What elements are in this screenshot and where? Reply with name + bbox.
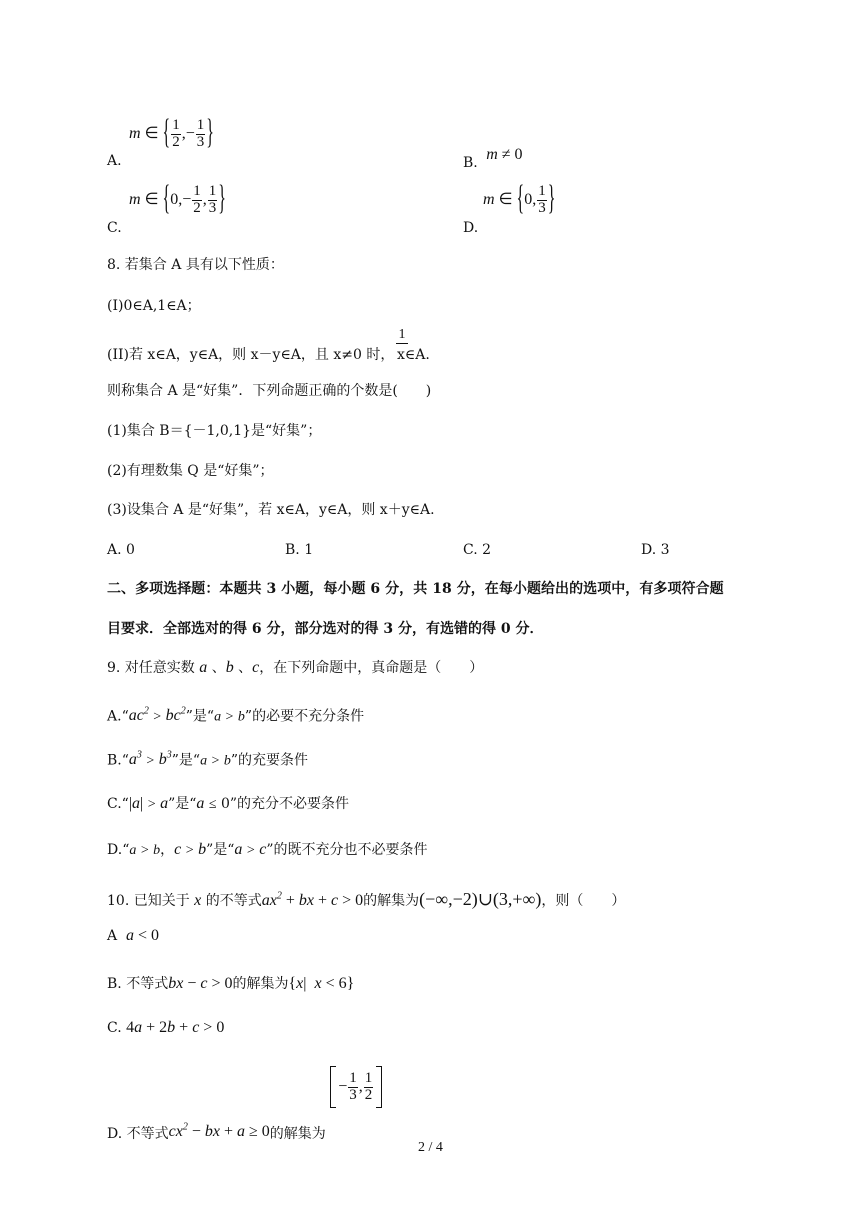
- section-2-heading-line1: 二、多项选择题：本题共 3 小题，每小题 6 分，共 18 分，在每小题给出的选项中，有多项符合题: [107, 581, 724, 597]
- q8-question: 则称集合 A 是“好集”．下列命题正确的个数是( ): [107, 383, 432, 399]
- q9-option-c: C.“|a| > a”是“a ≤ 0”的充分不必要条件: [107, 795, 350, 812]
- option-7b-math: m ≠ 0: [486, 146, 523, 163]
- q8-property-2-end: x∈A.: [397, 347, 430, 363]
- q10-stem: 10. 已知关于 x 的不等式$ax^2$ + bx + c > 0的解集为(−∞,−2)∪(3,+∞)，则（ ）: [107, 889, 626, 909]
- q8-fraction: 1: [396, 328, 408, 344]
- q8-option-b: B. 1: [285, 542, 314, 558]
- q8-stem: 8. 若集合 A 具有以下性质：: [107, 257, 284, 273]
- option-7d-math: m ∈ { 0, $\frac{1}{3}$ }: [483, 180, 556, 218]
- section-2-heading-line2: 目要求．全部选对的得 6 分，部分选对的得 3 分，有选错的得 0 分．: [107, 621, 544, 637]
- q10-option-d: D. 不等式$cx^2$ − bx + a ≥ 0的解集为 − $\frac{1}{3}$ , $\frac{1}{2}$: [107, 1066, 382, 1112]
- q8-property-2: (II)若 x∈A，y∈A，则 x－y∈A，且 x≠0 时，: [107, 347, 395, 363]
- q9-stem: 9. 对任意实数 a 、b 、c，在下列命题中，真命题是（ ）: [107, 659, 484, 676]
- q9-option-b: $B.“a^3 > b^3$”是“a > b”的充要条件: [107, 750, 309, 769]
- option-7c-math: m ∈ { 0,− $\frac{1}{2}$ , $\frac{1}{3}$ }: [129, 180, 226, 218]
- q8-statement-1: (1)集合 B＝{－1,0,1}是“好集”；: [107, 423, 322, 439]
- q10-option-a: A a < 0: [107, 927, 160, 944]
- q8-option-d: D. 3: [641, 542, 670, 558]
- q8-property-1: (I)0∈A,1∈A；: [107, 298, 201, 314]
- q10-option-b: B. 不等式bx − c > 0的解集为{x| x < 6}: [107, 975, 355, 992]
- q10-option-c: C. 4a + 2b + c > 0: [107, 1019, 225, 1036]
- q9-option-d: D.“a > b，c > b”是“a > c”的既不充分也不必要条件: [107, 841, 428, 858]
- q8-option-c: C. 2: [463, 542, 492, 558]
- option-7a-math: m ∈ { $\frac{1}{2}$ ,− $\frac{1}{3}$ }: [129, 114, 214, 152]
- q8-option-a: A. 0: [107, 542, 135, 558]
- q8-statement-2: (2)有理数集 Q 是“好集”；: [107, 463, 274, 479]
- page-number: 2 / 4: [418, 1140, 443, 1155]
- q10-option-d-interval: − $\frac{1}{3}$ , $\frac{1}{2}$: [330, 1066, 382, 1108]
- option-7b: B. m ≠ 0: [463, 146, 523, 171]
- q8-statement-3: (3)设集合 A 是“好集”，若 x∈A，y∈A，则 x＋y∈A.: [107, 502, 435, 518]
- q9-option-a: $A.“ac^2 > bc^2$”是“a > b”的必要不充分条件: [107, 706, 365, 725]
